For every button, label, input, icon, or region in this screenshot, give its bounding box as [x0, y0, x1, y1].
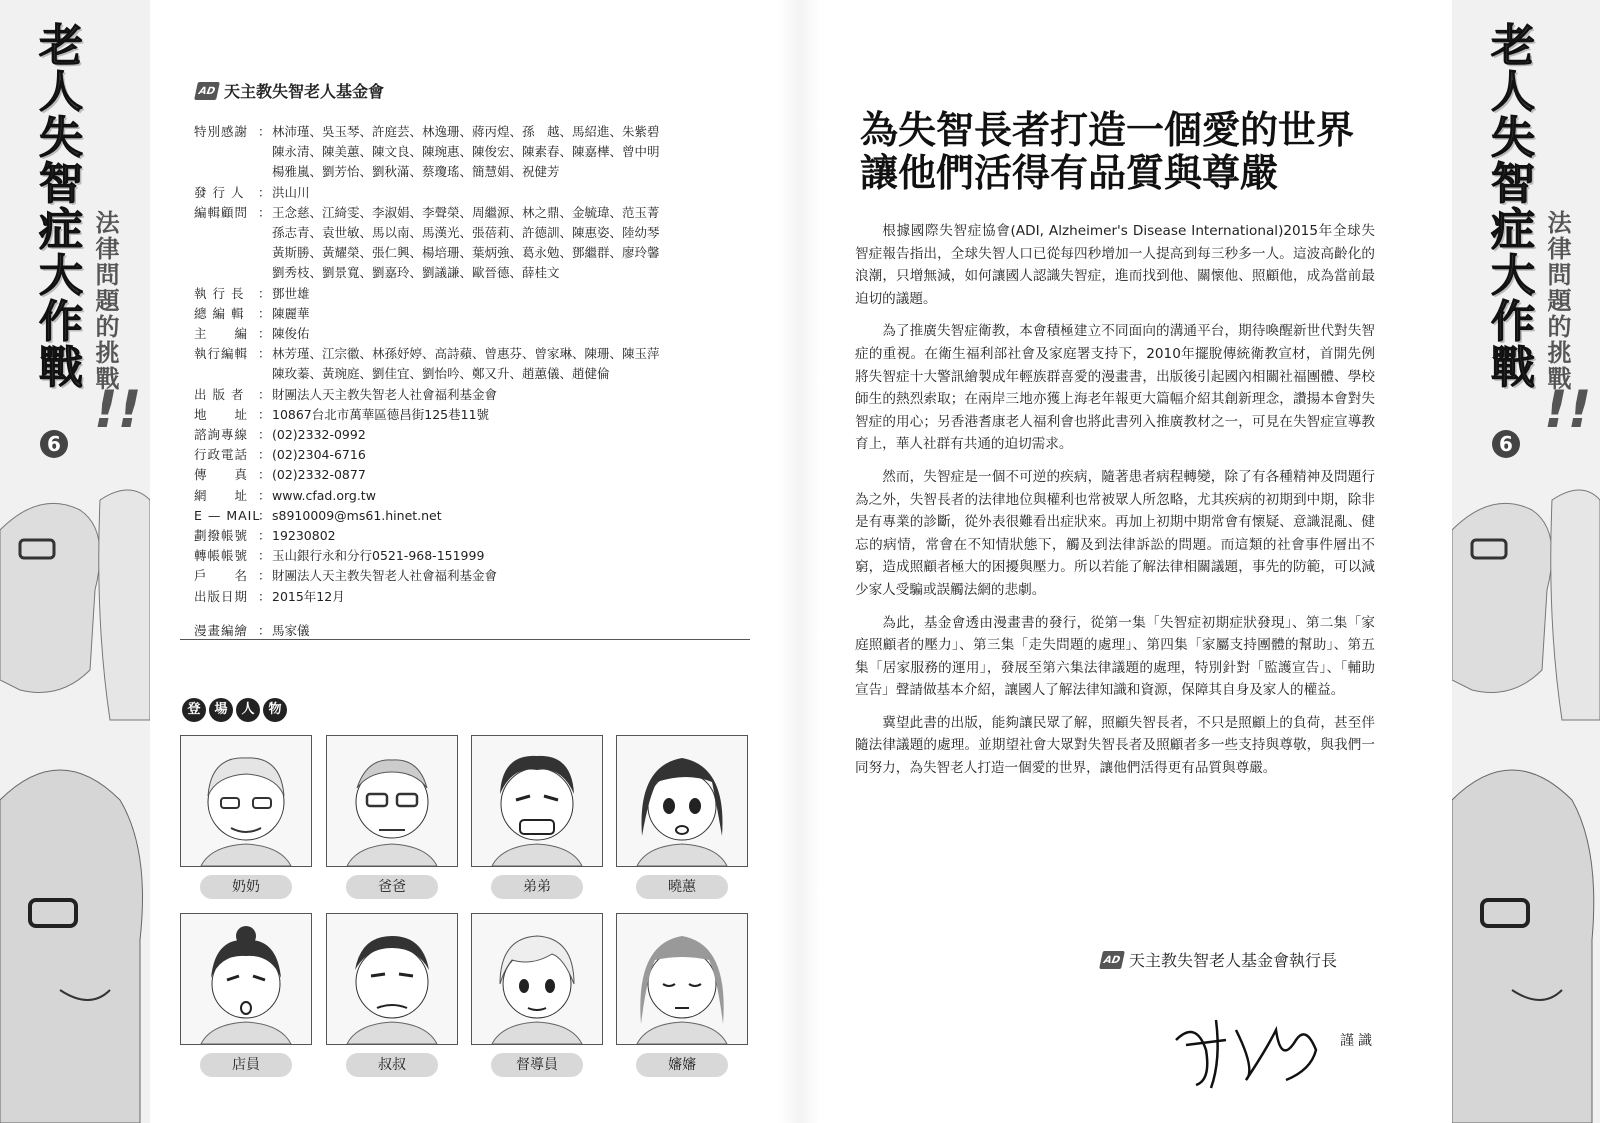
org-header	[196, 79, 384, 102]
closing-text: 謹識	[1340, 1033, 1376, 1049]
book-gutter	[780, 0, 820, 1123]
credits-block	[194, 122, 754, 641]
character-name: 督導員	[491, 1053, 583, 1077]
credit-label: 行政電話	[194, 447, 249, 463]
credits-spacer	[194, 607, 754, 621]
character-portrait	[180, 913, 312, 1045]
volume-badge-right: 6	[1492, 430, 1520, 458]
character-card	[180, 735, 312, 895]
credit-colon: ：	[258, 528, 271, 544]
credit-value: 孫志青、袁世敏、馬以南、馬漢光、張蓓莉、許德訓、陳惠姿、陸幼琴	[272, 225, 660, 241]
character-card	[616, 735, 748, 895]
character-portrait	[471, 735, 603, 867]
credit-label: 執行編輯	[194, 346, 249, 362]
characters-heading-char: 物	[263, 698, 287, 722]
credit-value: 陳俊佑	[272, 326, 310, 342]
foundation-logo-icon: AD	[194, 82, 220, 100]
characters-heading	[182, 698, 287, 722]
credit-colon	[258, 243, 272, 263]
character-card	[180, 913, 312, 1073]
credit-value: 10867台北市萬華區德昌街125巷11號	[272, 406, 490, 422]
credit-colon	[258, 162, 272, 182]
credit-colon: ：	[258, 386, 271, 402]
preface-paragraph: 為了推廣失智症衛教，本會積極建立不同面向的溝通平台，期待喚醒新世代對失智症的重視。在衛生福利部社會及家庭署支持下，2010年擺脫傳統衛教宣材，首開先例將失智症十大警訊繪製成年輕族群喜愛的漫畫書，出版後引起國內相關社福團體、學校師生的熱烈索取；在兩岸三地亦獲上海老年報更大篇幅介紹其創新理念，讚揚本會對失智症的用心；另香港耆康老人福利會也將此書列入推廣教材之一，可見在失智症宣導教育上，華人社群有共通的迫切需求。	[855, 323, 1375, 453]
character-card	[471, 913, 603, 1073]
credit-value: (02)2332-0877	[272, 467, 366, 483]
character-name: 叔叔	[346, 1053, 438, 1077]
credit-label	[194, 243, 258, 263]
credit-value: 19230802	[272, 528, 336, 544]
character-name: 弟弟	[491, 875, 583, 899]
character-portrait	[326, 913, 458, 1045]
series-title: 老人失智症大作戰	[31, 22, 82, 390]
signoff-line	[1101, 948, 1337, 971]
credit-value: www.cfad.org.tw	[272, 487, 376, 503]
credit-row	[194, 465, 754, 485]
credit-label: 劃撥帳號	[194, 528, 249, 544]
right-cover-strip	[1452, 0, 1600, 1123]
credit-colon: ：	[258, 326, 271, 342]
handwritten-signature	[1166, 1010, 1336, 1090]
credit-value: (02)2304-6716	[272, 447, 366, 463]
credit-colon: ：	[258, 427, 271, 443]
character-card	[326, 735, 458, 895]
credit-colon: ：	[258, 507, 271, 523]
character-grid	[180, 735, 752, 1095]
character-card	[471, 735, 603, 895]
character-card	[616, 913, 748, 1073]
credit-row	[194, 587, 754, 607]
credit-row	[194, 243, 754, 263]
credit-colon	[258, 263, 272, 283]
credit-value: 林沛瑾、吳玉琴、許庭芸、林逸珊、蔣丙煌、孫 越、馬紹進、朱紫碧	[272, 124, 660, 139]
credit-row	[194, 445, 754, 465]
credit-label: 主 編	[194, 326, 249, 342]
credit-row	[194, 324, 754, 344]
credit-label: 網 址	[194, 487, 249, 503]
credit-colon: ：	[258, 548, 271, 564]
credit-colon: ：	[258, 447, 271, 463]
credit-colon: ：	[258, 305, 271, 321]
credit-label: 轉帳帳號	[194, 548, 249, 564]
credit-label	[194, 364, 258, 384]
credit-colon	[258, 364, 272, 384]
credit-value: 黃斯勝、黃耀榮、張仁興、楊培珊、葉炳強、葛永勉、鄧繼群、廖玲馨	[272, 245, 660, 261]
credit-label: 出版日期	[194, 588, 249, 604]
credit-row	[194, 364, 754, 384]
credit-value: 玉山銀行永和分行0521-968-151999	[272, 548, 485, 564]
credit-row	[194, 142, 754, 162]
credit-row	[194, 546, 754, 566]
credit-label: 諮詢專線	[194, 427, 249, 443]
credit-label	[194, 162, 258, 182]
credit-label: 總 編 輯	[194, 305, 245, 321]
credit-value: 劉秀枝、劉景寬、劉嘉玲、劉議謙、歐晉德、薛桂文	[272, 265, 560, 281]
credit-value: 陳麗華	[272, 305, 310, 321]
credit-colon: ：	[258, 568, 271, 584]
credit-label: 地 址	[194, 406, 249, 422]
credit-row	[194, 425, 754, 445]
credit-colon: ：	[258, 124, 271, 139]
credit-colon: ：	[258, 406, 271, 422]
credit-value: 陳永清、陳美蕙、陳文良、陳琬惠、陳俊宏、陳素春、陳嘉樺、曾中明	[272, 144, 660, 160]
credit-value: 財團法人天主教失智老人社會福利基金會	[272, 568, 498, 584]
credit-row	[194, 223, 754, 243]
preface-paragraph: 冀望此書的出版，能夠讓民眾了解，照顧失智長者，不只是照顧上的負荷，甚至伴隨法律議題的處理。並期望社會大眾對失智長者及照顧者多一些支持與尊敬，與我們一同努力，為失智老人打造一個愛的世界，讓他們活得更有品質與尊嚴。	[855, 714, 1375, 777]
credit-value: (02)2332-0992	[272, 427, 366, 443]
credit-value: 王念慈、江綺雯、李淑娟、李聲榮、周繼源、林之鼎、金毓瑋、范玉菁	[272, 204, 660, 220]
credit-row	[194, 203, 754, 223]
preface-paragraph: 根據國際失智症協會(ADI, Alzheimer's Disease International)2015年全球失智症報告指出，全球失智人口已從每四秒增加一人提高到每三秒多一人。這波高齡化的浪潮，只增無減，如何讓國人認識失智症，進而找到他、關懷他、照顧他，成為當前最迫切的議題。	[855, 223, 1375, 307]
series-exclaim: !!	[94, 380, 142, 440]
credit-colon: ：	[258, 588, 271, 604]
credit-colon: ：	[258, 487, 271, 503]
character-portrait	[616, 913, 748, 1045]
preface-paragraph: 為此，基金會透由漫畫書的發行，從第一集「失智症初期症狀發現」、第二集「家庭照顧者的壓力」、第三集「走失問題的處理」、第四集「家屬支持團體的幫助」、第五集「居家服務的運用」，發展至第六集法律議題的處理，特別針對「監護宣告」、「輔助宣告」聲請做基本介紹，讓國人了解法律知識和資源，保障其自身及家人的權益。	[855, 614, 1375, 699]
credit-label: E — MAIL	[194, 507, 261, 523]
series-title-right: 老人失智症大作戰	[1483, 22, 1534, 390]
series-subtitle-right: 法律問題的挑戰	[1543, 210, 1571, 392]
foundation-logo-small-icon: AD	[1099, 951, 1125, 969]
character-portrait	[471, 913, 603, 1045]
credit-colon: ：	[258, 467, 271, 483]
credit-value: 洪山川	[272, 184, 310, 200]
character-name: 爸爸	[346, 875, 438, 899]
illustrator-label: 漫畫編繪	[194, 622, 249, 638]
credit-colon: ：	[258, 184, 271, 200]
preface-heading	[860, 108, 1420, 194]
character-portrait	[616, 735, 748, 867]
preface-body	[855, 220, 1375, 790]
credit-colon: ：	[258, 285, 271, 301]
credit-colon: ：	[258, 204, 271, 220]
volume-badge: 6	[40, 430, 68, 458]
character-name: 曉蕙	[636, 875, 728, 899]
org-name: 天主教失智老人基金會	[224, 82, 385, 101]
credit-colon: ：	[258, 346, 271, 362]
heading-line-2: 讓他們活得有品質與尊嚴	[860, 150, 1279, 195]
credit-value: 林芳瑾、江宗徽、林孫妤婷、高詩蘋、曾惠芬、曾家琳、陳珊、陳玉萍	[272, 346, 660, 362]
credit-row	[194, 385, 754, 405]
credit-value: 2015年12月	[272, 588, 345, 604]
character-name: 店員	[200, 1053, 292, 1077]
left-cover-strip	[0, 0, 150, 1123]
series-exclaim-right: !!	[1544, 380, 1592, 440]
credit-label: 發 行 人	[194, 184, 245, 200]
manga-art-right	[1452, 470, 1600, 1123]
credit-label	[194, 263, 258, 283]
character-portrait	[180, 735, 312, 867]
credit-row	[194, 263, 754, 283]
credit-row	[194, 486, 754, 506]
credit-value: 陳玫蓁、黃琬庭、劉佳宜、劉怡吟、鄭又升、趙蕙儀、趙健倫	[272, 366, 610, 382]
credit-value: s8910009@ms61.hinet.net	[272, 507, 442, 523]
credit-row	[194, 506, 754, 526]
credit-row	[194, 162, 754, 182]
credit-row	[194, 526, 754, 546]
credit-label: 執 行 長	[194, 285, 245, 301]
credit-label: 戶 名	[194, 568, 249, 584]
characters-heading-char: 場	[209, 698, 233, 722]
characters-heading-char: 人	[236, 698, 260, 722]
credit-label	[194, 142, 258, 162]
credit-row	[194, 284, 754, 304]
series-subtitle: 法律問題的挑戰	[91, 210, 119, 392]
manga-art-left	[0, 470, 150, 1123]
preface-paragraph: 然而，失智症是一個不可逆的疾病，隨著患者病程轉變，除了有各種精神及問題行為之外，失智長者的法律地位與權利也常被眾人所忽略，尤其疾病的初期到中期，除非是有專業的診斷，從外表很難看出症狀來。再加上初期中期常會有懷疑、意識混亂、健忘的病情，常會在不知情狀態下，觸及到法律訴訟的問題。而這類的社會事件層出不窮，造成照顧者極大的困擾與壓力。所以若能了解法律相關議題，事先的防範，可以減少家人受騙或誤觸法網的悲劇。	[855, 468, 1375, 598]
characters-heading-char: 登	[182, 698, 206, 722]
credit-row	[194, 122, 754, 142]
credit-row	[194, 304, 754, 324]
character-name: 奶奶	[200, 875, 292, 899]
character-card	[326, 913, 458, 1073]
character-portrait	[326, 735, 458, 867]
credit-colon	[258, 142, 272, 162]
character-name: 嬸嬸	[636, 1053, 728, 1077]
divider	[180, 639, 750, 640]
credit-label: 出 版 者	[194, 386, 245, 402]
credit-value: 楊雅嵐、劉芳怡、劉秋滿、蔡瓊瑤、簡慧娟、祝健芳	[272, 164, 560, 180]
credit-label: 編輯顧問	[194, 204, 249, 220]
credit-label: 特別感謝	[194, 124, 249, 139]
credit-label: 傳 真	[194, 467, 249, 483]
illustrator-value: 馬家儀	[272, 622, 310, 638]
credit-row	[194, 183, 754, 203]
signoff-text: 天主教失智老人基金會執行長	[1129, 951, 1338, 970]
credit-colon	[258, 223, 272, 243]
credit-row	[194, 566, 754, 586]
credit-label	[194, 223, 258, 243]
credit-value: 鄧世雄	[272, 285, 310, 301]
credit-value: 財團法人天主教失智老人社會福利基金會	[272, 386, 498, 402]
credit-colon: ：	[258, 622, 271, 638]
heading-line-1: 為失智長者打造一個愛的世界	[860, 107, 1355, 152]
credit-row	[194, 405, 754, 425]
credit-row	[194, 344, 754, 364]
